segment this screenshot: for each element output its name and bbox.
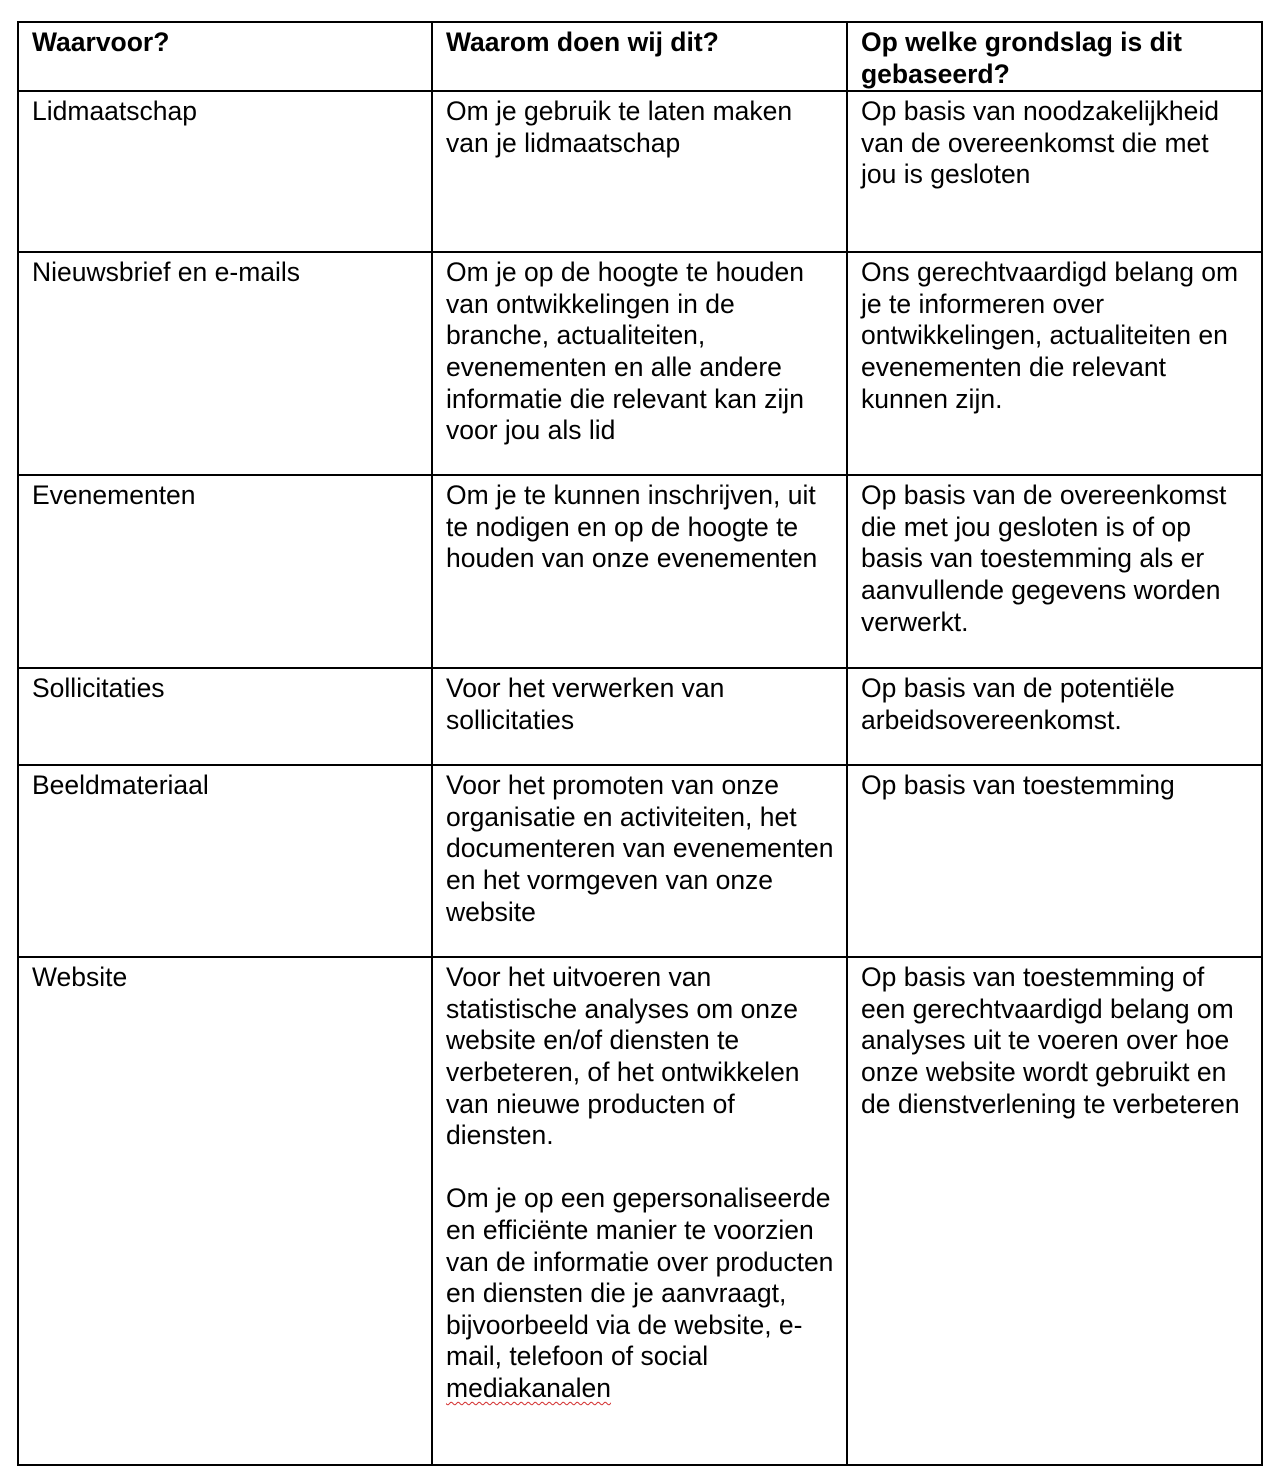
cell-purpose: Website [18, 957, 432, 1465]
header-purpose: Waarvoor? [18, 22, 432, 91]
cell-purpose: Nieuwsbrief en e-mails [18, 252, 432, 475]
reason-paragraph: Voor het uitvoeren van statistische analyses om onze website en/of diensten te verbeteren, of het ontwikkelen van nieuwe producten of diensten. [446, 962, 800, 1151]
cell-legal-basis: Op basis van de overeenkomst die met jou gesloten is of op basis van toestemming als er aanvullende gegevens worden verwerkt. [847, 475, 1262, 668]
cell-reason: Om je op de hoogte te houden van ontwikkelingen in de branche, actualiteiten, evenementen en alle andere informatie die relevant kan zijn voor jou als lid [432, 252, 847, 475]
header-reason: Waarom doen wij dit? [432, 22, 847, 91]
reason-paragraph [446, 1183, 834, 1404]
table-row [18, 668, 1262, 765]
cell-purpose: Lidmaatschap [18, 91, 432, 252]
cell-reason [432, 957, 847, 1465]
table-row [18, 957, 1262, 1465]
cell-reason: Voor het verwerken van sollicitaties [432, 668, 847, 765]
table-header-row [18, 22, 1262, 91]
spellcheck-flagged-word[interactable]: mediakanalen [446, 1372, 612, 1403]
cell-legal-basis: Op basis van toestemming [847, 765, 1262, 957]
cell-purpose: Evenementen [18, 475, 432, 668]
cell-legal-basis: Op basis van noodzakelijkheid van de overeenkomst die met jou is gesloten [847, 91, 1262, 252]
cell-reason: Om je te kunnen inschrijven, uit te nodigen en op de hoogte te houden van onze evenementen [432, 475, 847, 668]
cell-reason: Voor het promoten van onze organisatie en activiteiten, het documenteren van evenementen en het vormgeven van onze website [432, 765, 847, 957]
reason-paragraph-text: Om je op een gepersonaliseerde en efficiënte manier te voorzien van de informatie over producten en diensten die je aanvraagt, bijvoorbeeld via de website, e-mail, telefoon of social [446, 1183, 834, 1372]
cell-reason: Om je gebruik te laten maken van je lidmaatschap [432, 91, 847, 252]
table-row [18, 765, 1262, 957]
table-row [18, 475, 1262, 668]
cell-purpose: Sollicitaties [18, 668, 432, 765]
header-legal-basis: Op welke grondslag is dit gebaseerd? [847, 22, 1262, 91]
cell-legal-basis: Op basis van de potentiële arbeidsovereenkomst. [847, 668, 1262, 765]
privacy-purposes-table [17, 21, 1263, 1466]
cell-legal-basis: Ons gerechtvaardigd belang om je te informeren over ontwikkelingen, actualiteiten en evenementen die relevant kunnen zijn. [847, 252, 1262, 475]
table-row [18, 252, 1262, 475]
cell-legal-basis: Op basis van toestemming of een gerechtvaardigd belang om analyses uit te voeren over hoe onze website wordt gebruikt en de dienstverlening te verbeteren [847, 957, 1262, 1465]
table-row [18, 91, 1262, 252]
cell-purpose: Beeldmateriaal [18, 765, 432, 957]
